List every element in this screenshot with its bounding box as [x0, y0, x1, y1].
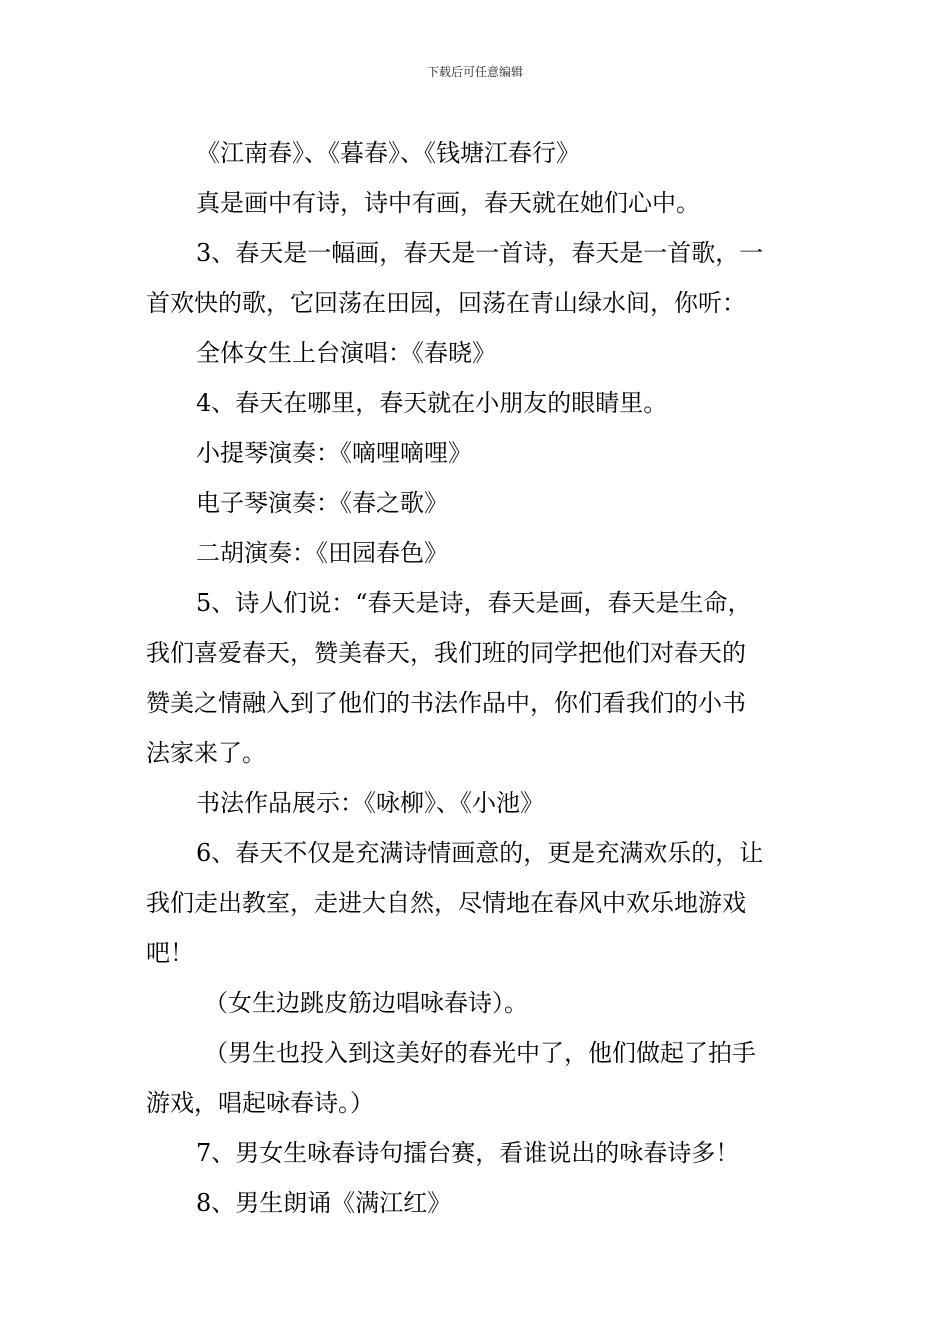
text-line: 8、男生朗诵《满江红》: [196, 1189, 452, 1217]
page-header-note: 下载后可任意编辑: [426, 65, 523, 79]
text-line: 游戏，唱起咏春诗。）: [146, 1089, 374, 1117]
text-line: 6、春天不仅是充满诗情画意的，更是充满欢乐的，让: [196, 839, 764, 867]
text-line: （女生边跳皮筋边唱咏春诗）。: [204, 989, 528, 1017]
text-line: 我们喜爱春天，赞美春天，我们班的同学把他们对春天的: [146, 639, 746, 667]
text-line: 《江南春》、《暮春》、《钱塘江春行》: [196, 139, 580, 167]
document-body: [146, 128, 806, 1228]
text-line: 我们走出教室，走进大自然，尽情地在春风中欢乐地游戏: [146, 889, 746, 917]
text-line: 真是画中有诗，诗中有画，春天就在她们心中。: [196, 189, 700, 217]
text-line: 法家来了。: [146, 739, 266, 767]
text-line: 5、诗人们说：“春天是诗，春天是画，春天是生命，: [196, 589, 752, 617]
text-line: 3、春天是一幅画，春天是一首诗，春天是一首歌，一: [196, 239, 764, 267]
text-line: （男生也投入到这美好的春光中了，他们做起了拍手: [204, 1039, 756, 1067]
text-line: 小提琴演奏：《嘀哩嘀哩》: [196, 439, 472, 467]
text-line: 电子琴演奏：《春之歌》: [196, 489, 448, 517]
text-line: 全体女生上台演唱：《春晓》: [196, 339, 496, 367]
text-line: 赞美之情融入到了他们的书法作品中，你们看我们的小书: [146, 689, 746, 717]
text-line: 7、男女生咏春诗句擂台赛，看谁说出的咏春诗多！: [196, 1139, 740, 1167]
text-line: 吧！: [146, 939, 194, 967]
text-line: 二胡演奏：《田园春色》: [196, 539, 448, 567]
text-line: 书法作品展示：《咏柳》、《小池》: [196, 789, 544, 817]
text-line: 4、春天在哪里，春天就在小朋友的眼睛里。: [196, 389, 668, 417]
text-line: 首欢快的歌，它回荡在田园，回荡在青山绿水间，你听：: [146, 289, 746, 317]
